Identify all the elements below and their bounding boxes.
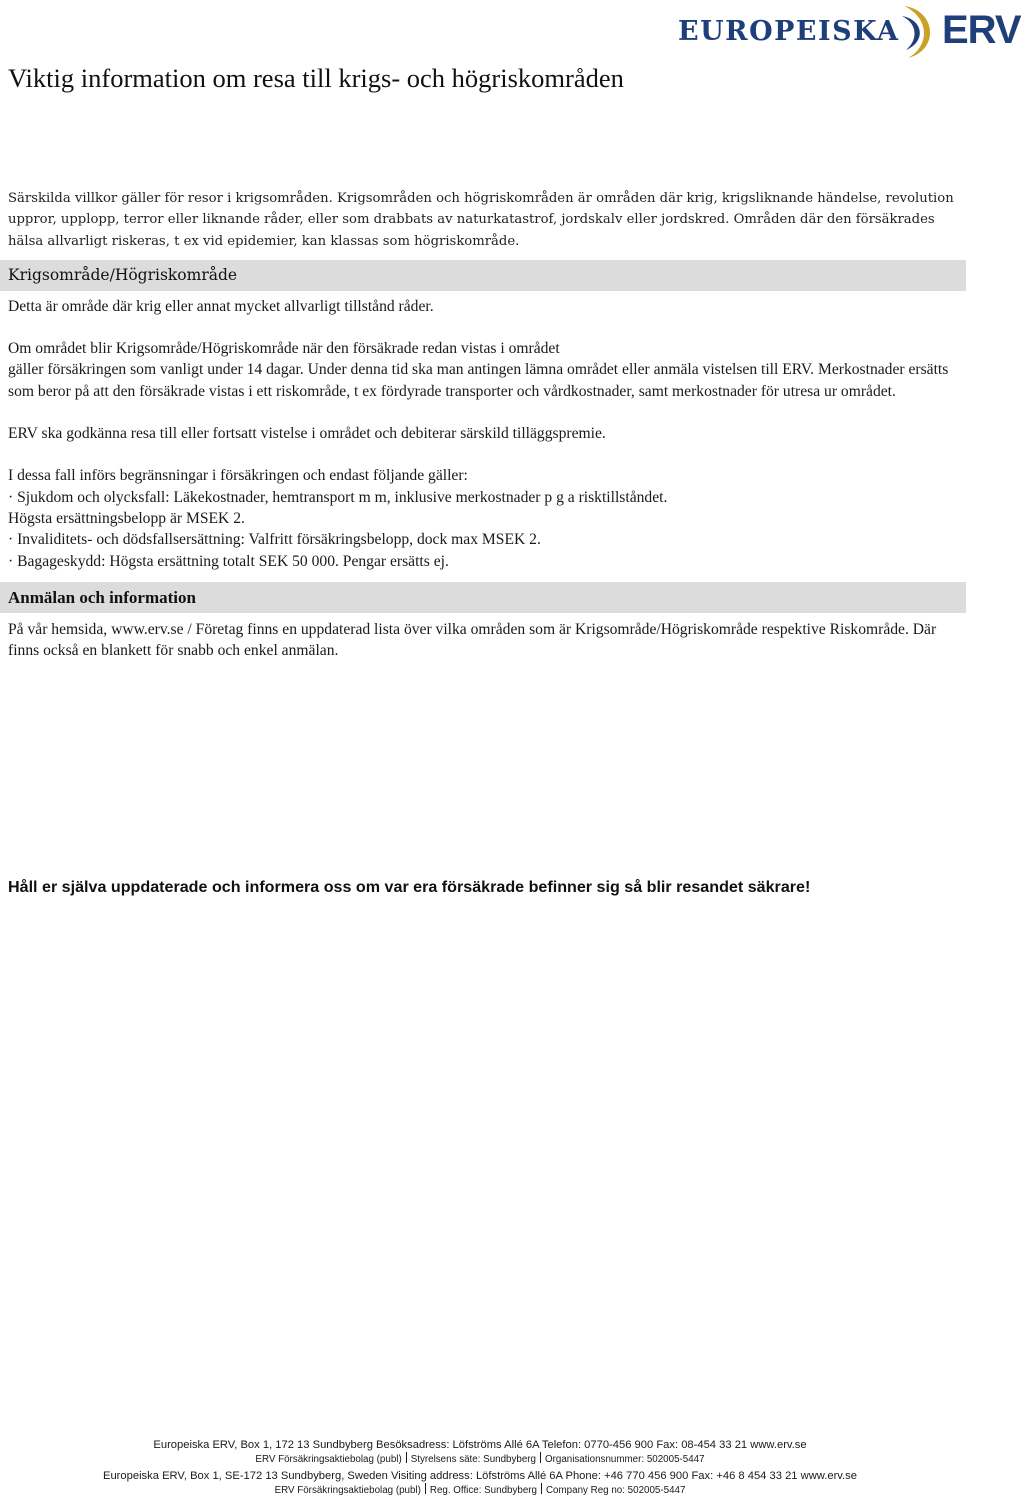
divider: [425, 1483, 426, 1494]
footer-sv-orgnr: Organisationsnummer: 502005-5447: [545, 1454, 705, 1465]
bullet-bagage: · Bagageskydd: Högsta ersättning totalt SEK 50 000. Pengar ersätts ej.: [8, 552, 449, 570]
anmalan-text: På vår hemsida, www.erv.se / Företag finns en uppdaterad lista över vilka områden som är Krigsområde/Högriskområde respektive Riskområde. Där finns också en blankett för snabb och enkel anmälan.: [8, 620, 937, 660]
document-body: [8, 188, 958, 661]
definition-text: Detta är område där krig eller annat mycket allvarligt tillstånd råder.: [8, 297, 434, 315]
bullet-sjukdom: · Sjukdom och olycksfall: Läkekostnader, hemtransport m m, inklusive merkostnader p g a risktillståndet.: [8, 488, 668, 506]
footer-english: [0, 1470, 960, 1497]
section-heading-anmalan: Anmälan och information: [0, 582, 966, 613]
bullet-invaliditet: · Invaliditets- och dödsfallsersättning: Valfritt försäkringsbelopp, dock max MSEK 2.: [8, 531, 541, 549]
page-title: Viktig information om resa till krigs- och högriskområden: [8, 63, 624, 93]
limits-intro: I dessa fall införs begränsningar i försäkringen och endast följande gäller:: [8, 467, 468, 485]
europeiska-erv-logo: [540, 0, 1021, 64]
footer-swedish: [0, 1439, 960, 1466]
footer-en-legal: [0, 1483, 960, 1497]
approval-text: ERV ska godkänna resa till eller fortsatt vistelse i området och debiterar särskild tilläggspremie.: [8, 425, 606, 443]
footer-sv-company: ERV Försäkringsaktiebolag (publ): [255, 1454, 402, 1465]
footer-en-company: ERV Försäkringsaktiebolag (publ): [274, 1485, 421, 1496]
divider: [540, 1452, 541, 1463]
footer-en-address: Europeiska ERV, Box 1, SE-172 13 Sundbyberg, Sweden Visiting address: Löfströms Allé 6A Phone: +46 770 456 900 Fax: +46 8 454 33 21 www.erv.se: [103, 1470, 857, 1482]
intro-paragraph: Särskilda villkor gäller för resor i krigsområden. Krigsområden och högriskområden är områden där krig, krigsliknande händelse, revolution uppror, upplopp, terror eller liknande råder, eller som drabbats av naturkatastrof, jordskalv eller jordskred. Områden där den försäkrades hälsa allvarligt riskeras, t ex vid epidemier, kan klassas som högriskområde.: [8, 191, 954, 249]
paragraph-line1: Om området blir Krigsområde/Högriskområde när den försäkrade redan vistas i området: [8, 340, 560, 358]
footer-sv-legal: [0, 1452, 960, 1466]
divider: [406, 1452, 407, 1463]
paragraph-body: gäller försäkringen som vanligt under 14 dagar. Under denna tid ska man antingen lämna området eller anmäla vistelsen till ERV. Merkostnader ersätts som beror på att den försäkrade vistas i ett riskområde, t ex fördyrade transporter och vårdkostnader, samt merkostnader för utresa ur området.: [8, 361, 949, 400]
logo-swoosh-icon: [900, 2, 940, 60]
footer-en-regno: Company Reg no: 502005-5447: [545, 1485, 686, 1496]
logo-erv: ERV: [942, 8, 1021, 52]
bullet-sjukdom-sub: Högsta ersättningsbelopp är MSEK 2.: [8, 509, 245, 527]
footer-sv-seat: Styrelsens säte: Sundbyberg: [410, 1454, 536, 1465]
logo-wordmark: EUROPEISKA: [678, 16, 900, 47]
section-heading-krigsomrade: Krigsområde/Högriskområde: [0, 260, 966, 291]
divider: [541, 1483, 542, 1494]
closing-statement: Håll er själva uppdaterade och informera oss om var era försäkrade befinner sig så blir resandet säkrare!: [8, 878, 811, 896]
footer-sv-address: Europeiska ERV, Box 1, 172 13 Sundbyberg Besöksadress: Löfströms Allé 6A Telefon: 0770-456 900 Fax: 08-454 33 21 www.erv.se: [153, 1439, 807, 1451]
footer-en-office: Reg. Office: Sundbyberg: [429, 1485, 537, 1496]
